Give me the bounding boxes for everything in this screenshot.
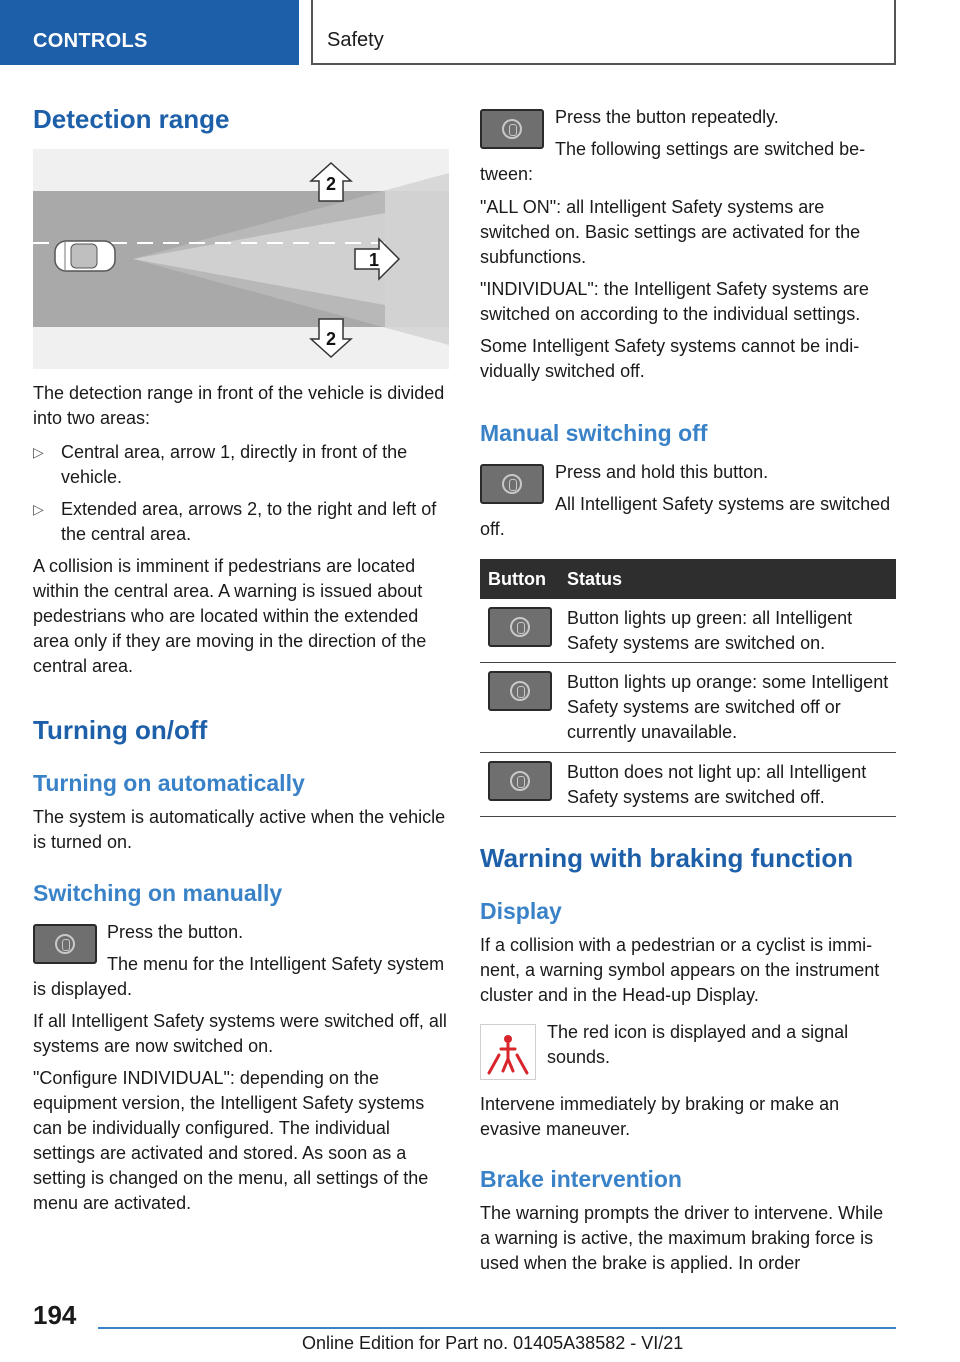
switching-on-manually-title: Switching on manually: [33, 880, 283, 906]
header-status: Status: [567, 569, 623, 589]
status-text: Button does not light up: all Intelligent Safety systems are switched off.: [567, 762, 867, 807]
safety-icon: [510, 771, 530, 791]
all-off-text: If all Intelligent Safety systems were switched off, all systems are now switched on.: [33, 1011, 447, 1056]
intervene-text: Intervene immediately by braking or make an evasive maneuver.: [480, 1094, 840, 1139]
arrow-label-2-bottom: 2: [325, 329, 337, 349]
status-text: Button lights up green: all Intelligent Safety systems are switched on.: [567, 608, 853, 653]
all-on-text: "ALL ON": all Intelligent Safety systems are switched on. Basic settings are activated for the subfunctions.: [480, 197, 861, 267]
detection-range-illustration: [33, 149, 449, 369]
arrow-label-1: 1: [368, 250, 380, 270]
collision-text: A collision is imminent if pedestrians are located within the central area. A warning is issued about pedestrians who are located within the extended area only if they are moving in the direction of the central area.: [33, 556, 427, 676]
detection-range-figure: [33, 149, 449, 369]
all-off-switched-text: All Intelligent Safety systems are switched off.: [480, 494, 891, 539]
table-row: [480, 599, 896, 663]
safety-icon: [502, 119, 522, 139]
turning-on-off-title: Turning on/off: [33, 715, 208, 745]
detection-text: The detection range in front of the vehicle is divided into two areas:: [33, 383, 445, 428]
display-title: Display: [480, 898, 562, 924]
safety-icon: [510, 681, 530, 701]
safety-icon: [55, 934, 75, 954]
manual-switching-off-title: Manual switching off: [480, 420, 708, 446]
status-button-off: [488, 761, 552, 801]
section-tab: [0, 0, 299, 65]
status-text: Button lights up orange: some Intelligent Safety systems are switched off or currently unavailable.: [567, 672, 889, 742]
table-header: [480, 559, 896, 599]
status-button-green: [488, 607, 552, 647]
arrow-label-2-top: 2: [325, 174, 337, 194]
bullet-triangle-icon: ▷: [33, 501, 44, 517]
brake-intervention-title: Brake intervention: [480, 1166, 682, 1192]
bullet-text: Central area, arrow 1, directly in front of the vehicle.: [61, 442, 408, 487]
footer-divider: [98, 1327, 896, 1329]
detection-range-title: Detection range: [33, 104, 230, 134]
switched-between-text: The following settings are switched between:: [480, 139, 866, 184]
table-row: [480, 663, 896, 753]
status-button-orange: [488, 671, 552, 711]
brake-text: The warning prompts the driver to intervene. While a warning is active, the maximum braking force is used when the brake is applied. In order: [480, 1203, 884, 1273]
warning-braking-title: Warning with braking function: [480, 843, 854, 873]
page-number: 194: [33, 1300, 77, 1330]
red-icon-text: The red icon is displayed and a signal sounds.: [547, 1022, 849, 1067]
some-systems-text: Some Intelligent Safety systems cannot be individually switched off.: [480, 336, 860, 381]
safety-icon: [510, 617, 530, 637]
manual-press-text: Press the button.: [107, 922, 244, 942]
header-button: Button: [488, 569, 546, 589]
display-text: If a collision with a pedestrian or a cyclist is imminent, a warning symbol appears on the instrument cluster and in the Head-up Display.: [480, 935, 880, 1005]
pedestrian-warning-icon: [480, 1024, 536, 1080]
press-hold-text: Press and hold this button.: [555, 462, 769, 482]
press-repeat-text: Press the button repeatedly.: [555, 107, 779, 127]
bullet-triangle-icon: ▷: [33, 444, 44, 460]
section-label: CONTROLS: [33, 30, 148, 52]
chapter-label: Safety: [327, 29, 384, 51]
individual-text: "INDIVIDUAL": the Intelligent Safety systems are switched on according to the individual settings.: [480, 279, 869, 324]
safety-icon: [502, 474, 522, 494]
manual-menu-text: The menu for the Intelligent Safety system is displayed.: [33, 954, 445, 999]
bullet-text: Extended area, arrows 2, to the right and left of the central area.: [61, 499, 437, 544]
footer-edition: Online Edition for Part no. 01405A38582 - VI/21: [302, 1333, 684, 1353]
chapter-tab: [311, 0, 896, 65]
turning-on-automatically-title: Turning on automatically: [33, 770, 305, 796]
table-row: [480, 753, 896, 817]
auto-text: The system is automatically active when the vehicle is turned on.: [33, 807, 446, 852]
configure-text: "Configure INDIVIDUAL": depending on the equipment version, the Intelligent Safety systems can be individually configured. The individual settings are activated and stored. As soon as a setting is changed on the menu, all settings of the menu are activated.: [33, 1068, 429, 1213]
